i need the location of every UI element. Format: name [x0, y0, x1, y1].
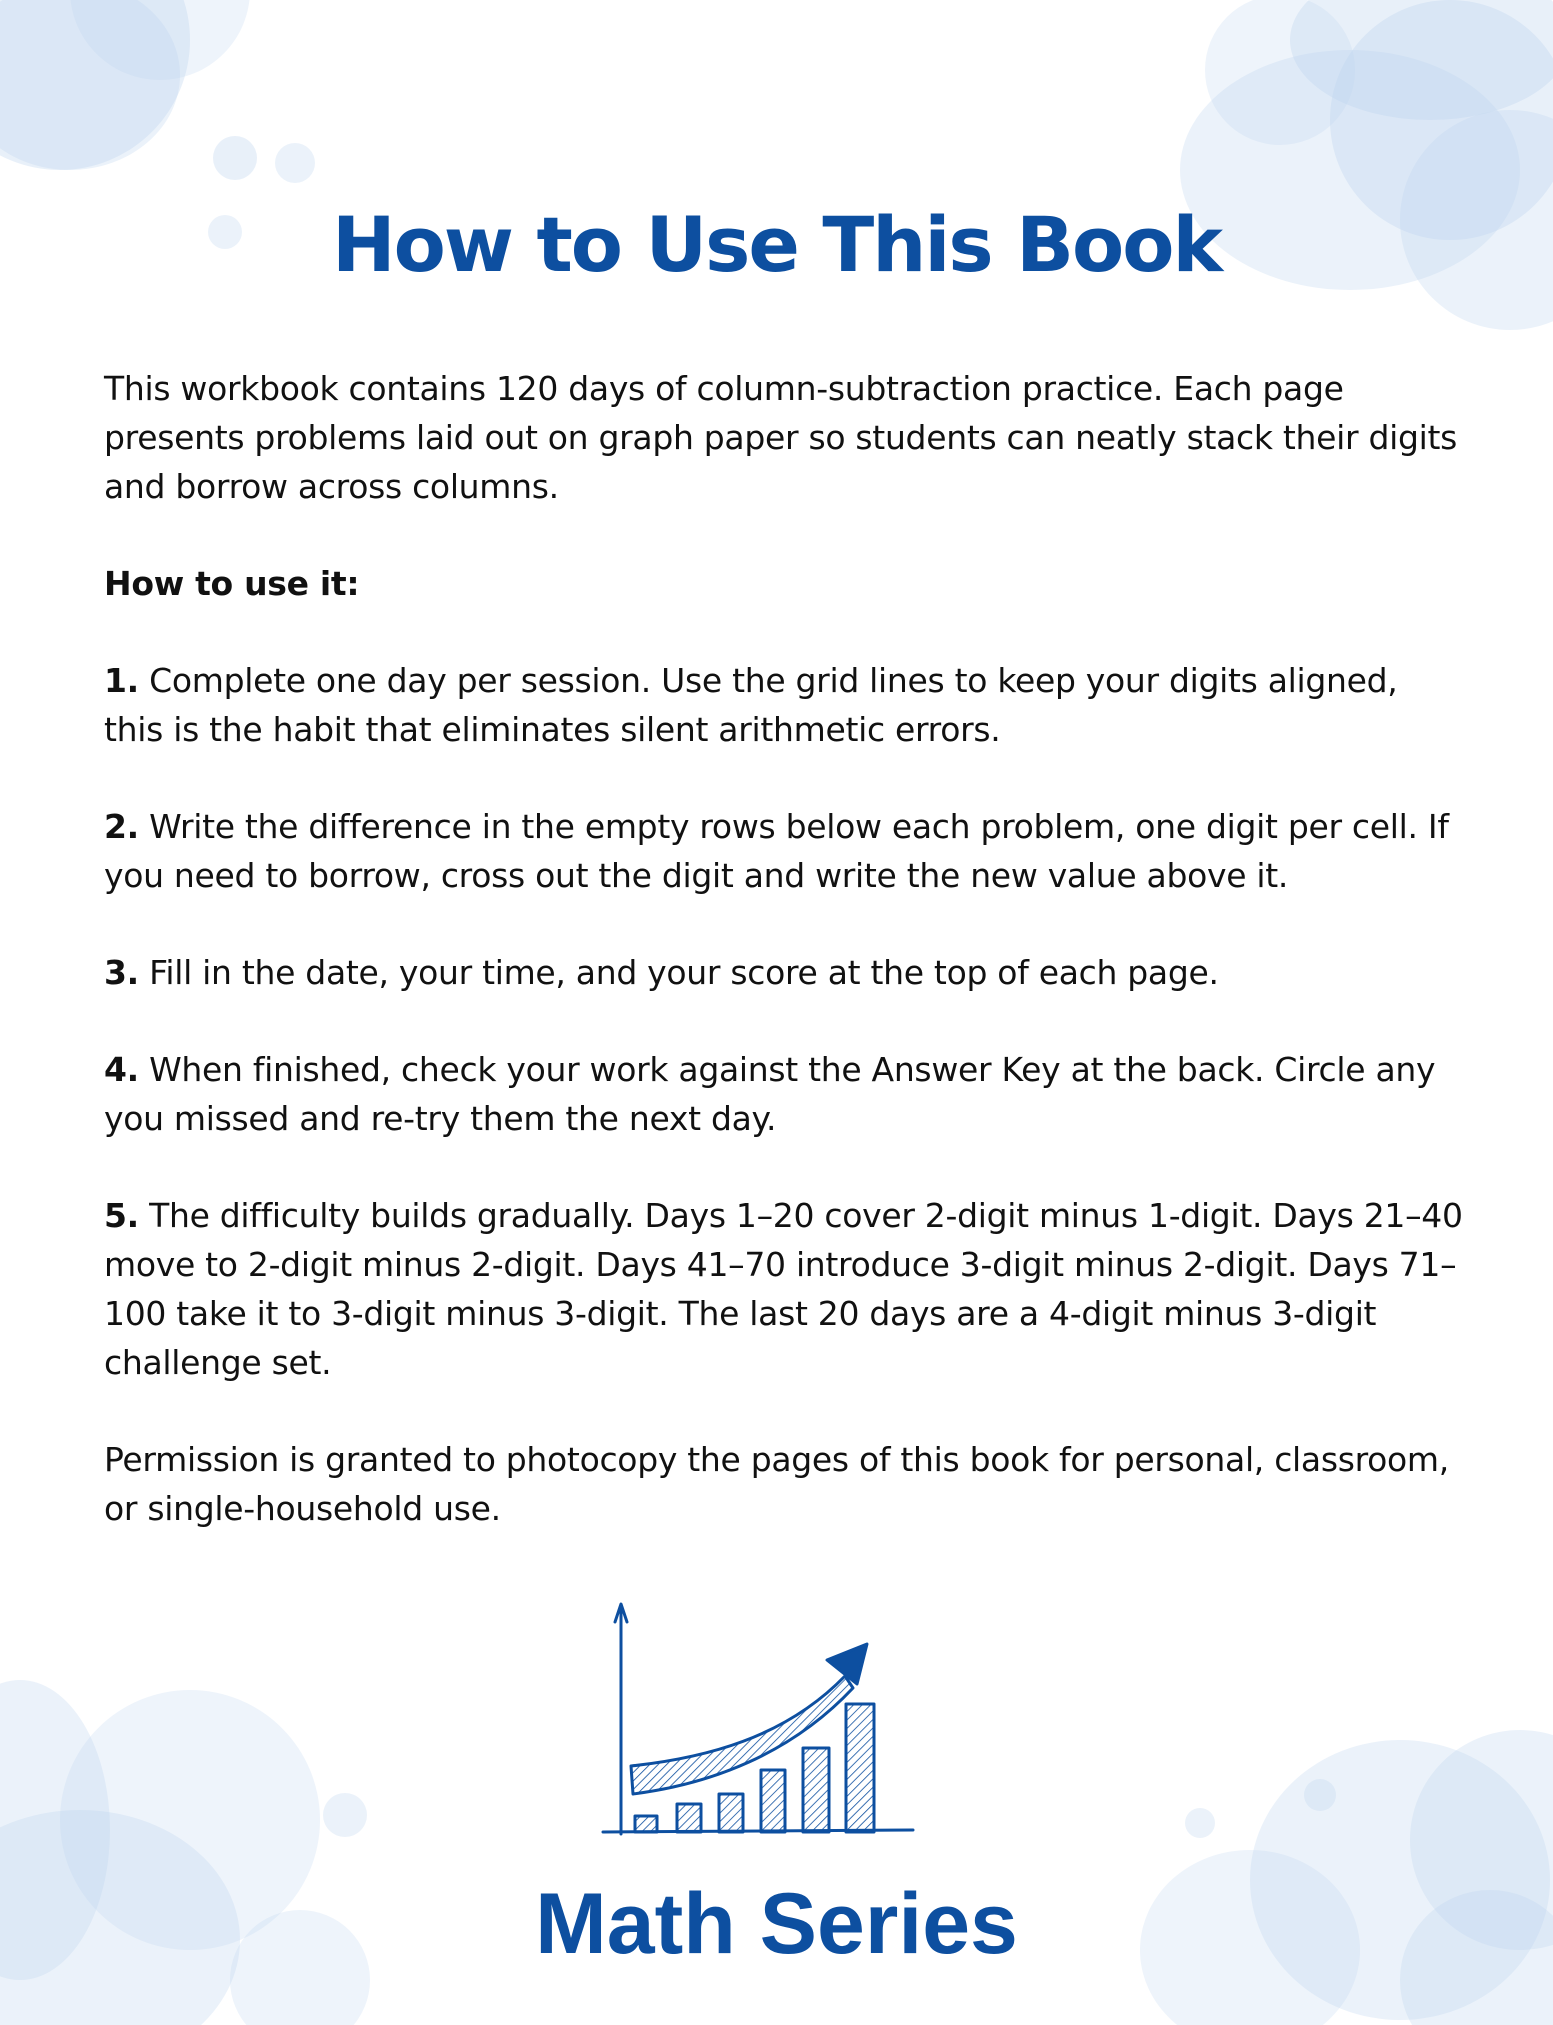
permission-paragraph: Permission is granted to photocopy the pages of this book for personal, classroom, or single-household use.: [104, 1440, 1449, 1528]
page-title: How to Use This Book: [331, 200, 1222, 289]
step-text: When finished, check your work against the Answer Key at the back. Circle any you missed and re-try them the next day.: [104, 1050, 1436, 1138]
step-text: Write the difference in the empty rows below each problem, one digit per cell. If you need to borrow, cross out the digit and write the new value above it.: [104, 807, 1449, 895]
series-label: Math Series: [535, 1876, 1018, 1972]
step-2: [104, 802, 1464, 900]
body-text: [104, 364, 1464, 1581]
step-number: 5.: [104, 1196, 139, 1235]
step-4: [104, 1045, 1464, 1143]
growth-bar-chart-icon: [595, 1598, 930, 1843]
step-1: [104, 656, 1464, 754]
step-text: Complete one day per session. Use the grid lines to keep your digits aligned, this is the habit that eliminates silent arithmetic errors.: [104, 661, 1398, 749]
step-number: 1.: [104, 661, 139, 700]
step-number: 4.: [104, 1050, 139, 1089]
step-text: The difficulty builds gradually. Days 1–20 cover 2-digit minus 1-digit. Days 21–40 move to 2-digit minus 2-digit. Days 41–70 introduce 3-digit minus 2-digit. Days 71–100 take it to 3-digit minus 3-digit. The last 20 days are a 4-digit minus 3-digit challenge set.: [104, 1196, 1463, 1382]
step-text: Fill in the date, your time, and your score at the top of each page.: [138, 953, 1219, 992]
intro-paragraph: This workbook contains 120 days of column-subtraction practice. Each page presents problems laid out on graph paper so students can neatly stack their digits and borrow across columns.: [104, 369, 1458, 506]
step-number: 3.: [104, 953, 139, 992]
step-3: [104, 948, 1464, 997]
step-number: 2.: [104, 807, 139, 846]
how-to-heading: [104, 559, 1464, 608]
step-5: [104, 1191, 1464, 1387]
how-to-heading-label: How to use it:: [104, 564, 360, 603]
